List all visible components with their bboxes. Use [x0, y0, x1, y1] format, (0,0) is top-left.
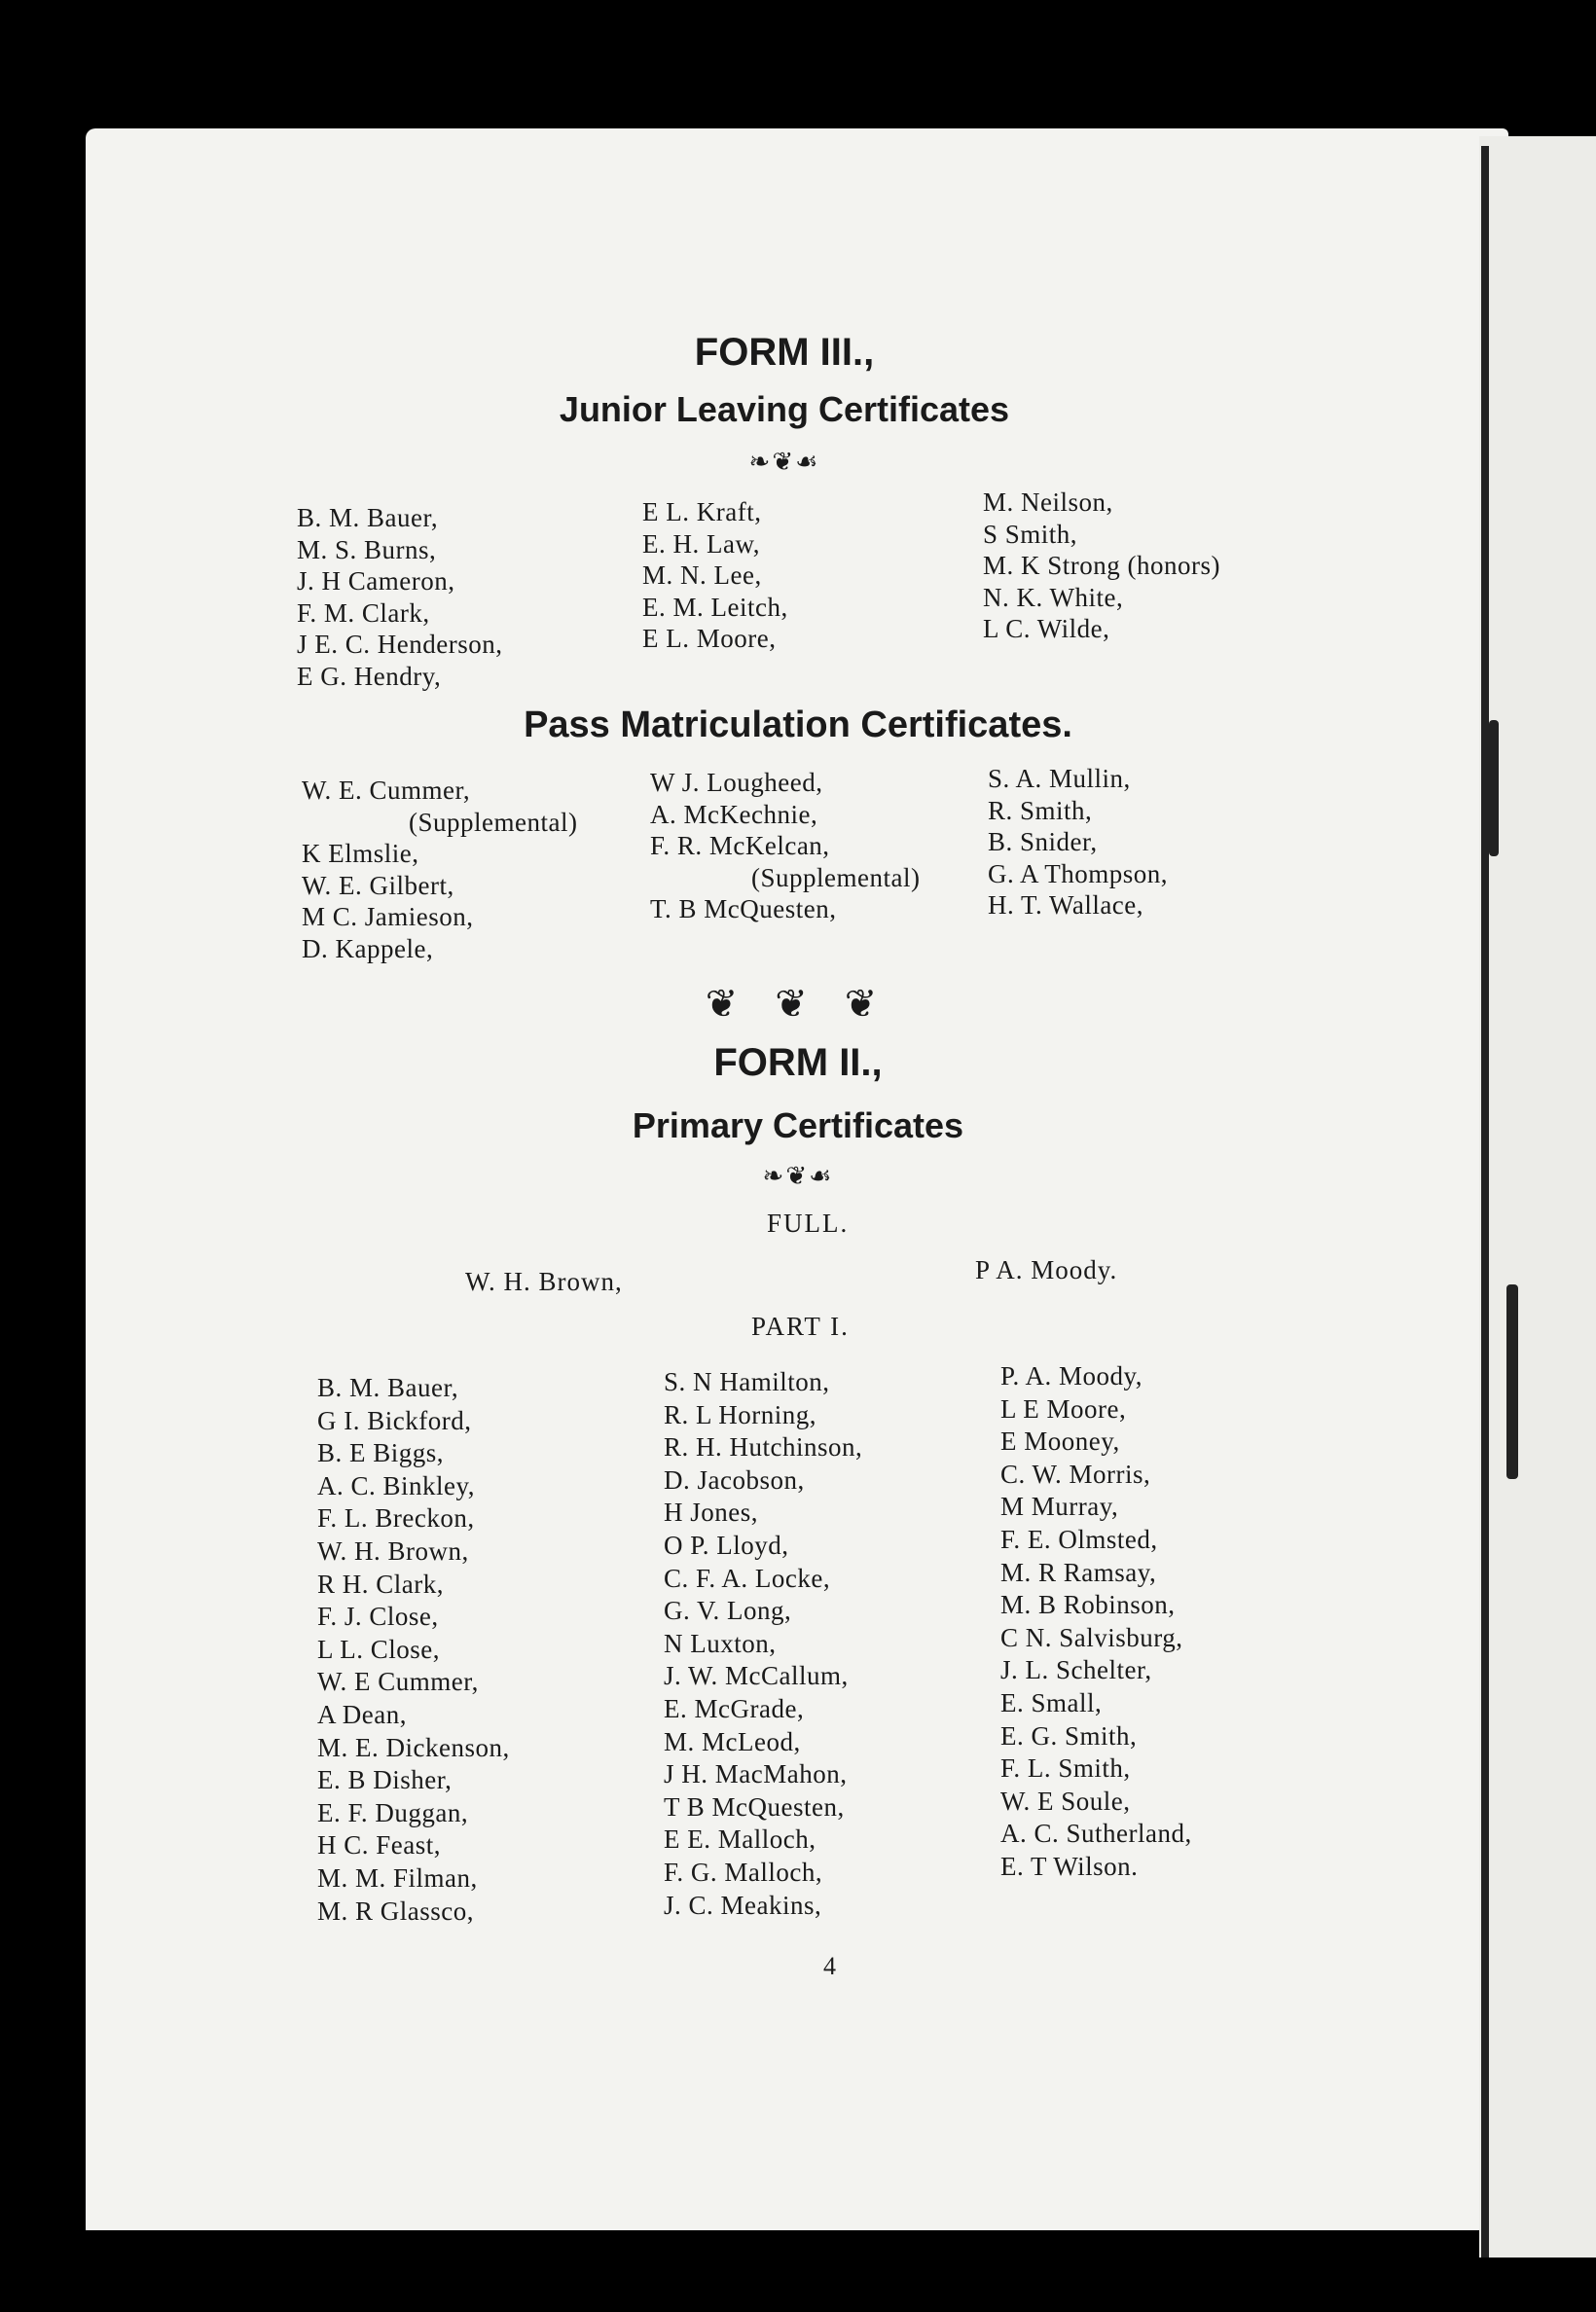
- name-entry: J. L. Schelter,: [1000, 1655, 1152, 1685]
- name-entry: M. N. Lee,: [642, 560, 762, 590]
- name-entry: E. G. Smith,: [1000, 1720, 1138, 1751]
- name-entry: M C. Jamieson,: [302, 902, 474, 931]
- name-entry: R. Smith,: [988, 795, 1093, 825]
- name-entry: E. F. Duggan,: [317, 1797, 469, 1827]
- name-entry: A. C. Binkley,: [317, 1470, 475, 1500]
- name-entry: S. A. Mullin,: [988, 764, 1131, 793]
- name-entry: W. H. Brown,: [317, 1535, 469, 1566]
- name-entry: J E. C. Henderson,: [297, 630, 503, 659]
- form3-title: FORM III.,: [694, 331, 875, 374]
- section-divider-ornament: ❦ ❦ ❦: [705, 982, 891, 1026]
- part1-label: PART I.: [751, 1312, 850, 1341]
- name-entry: F. J. Close,: [317, 1602, 439, 1632]
- name-entry: R H. Clark,: [317, 1569, 444, 1599]
- name-entry: G. A Thompson,: [988, 858, 1169, 888]
- name-entry: F. R. McKelcan,: [650, 831, 830, 860]
- primary-heading: Primary Certificates: [632, 1105, 964, 1145]
- full-label: FULL.: [767, 1209, 850, 1238]
- pass-heading: Pass Matriculation Certificates.: [524, 704, 1072, 745]
- name-entry: M. Neilson,: [983, 488, 1113, 517]
- name-entry: E Mooney,: [1000, 1427, 1120, 1457]
- name-entry: E. M. Leitch,: [642, 592, 788, 622]
- name-entry: W. E. Gilbert,: [302, 870, 454, 900]
- name-entry: M. M. Filman,: [317, 1862, 478, 1893]
- name-entry: H. T. Wallace,: [988, 890, 1144, 920]
- name-entry: E L. Moore,: [642, 624, 777, 653]
- name-entry: T. B McQuesten,: [650, 894, 837, 923]
- name-entry: N. K. White,: [983, 582, 1124, 612]
- name-entry: B. E Biggs,: [317, 1438, 445, 1468]
- name-entry: M. R Glassco,: [317, 1896, 474, 1926]
- name-entry: T B McQuesten,: [664, 1791, 845, 1822]
- name-entry: E. Small,: [1000, 1687, 1103, 1717]
- name-entry: (Supplemental): [751, 862, 921, 892]
- name-entry: W. E Soule,: [1000, 1786, 1131, 1816]
- name-entry: J. C. Meakins,: [664, 1890, 822, 1920]
- name-entry: D. Kappele,: [302, 933, 434, 963]
- name-entry: B. M. Bauer,: [317, 1373, 459, 1402]
- name-entry: (Supplemental): [409, 807, 578, 837]
- name-entry: E. H. Law,: [642, 528, 760, 559]
- part1-column-1: [317, 1372, 510, 1928]
- name-entry: O P. Lloyd,: [664, 1530, 789, 1560]
- name-entry: W J. Lougheed,: [650, 768, 823, 797]
- name-entry: B. M. Bauer,: [297, 503, 439, 532]
- name-entry: M. S. Burns,: [297, 534, 437, 564]
- name-entry: D. Jacobson,: [664, 1464, 805, 1495]
- name-entry: E. McGrade,: [664, 1693, 805, 1723]
- name-entry: K Elmslie,: [302, 839, 419, 868]
- full-left-name: W. H. Brown,: [465, 1267, 623, 1296]
- name-entry: G I. Bickford,: [317, 1405, 472, 1435]
- name-entry: E. T Wilson.: [1000, 1851, 1139, 1881]
- junior-column-2: [642, 496, 788, 655]
- name-entry: H C. Feast,: [317, 1830, 441, 1860]
- name-entry: G. V. Long,: [664, 1596, 792, 1626]
- name-entry: S. N Hamilton,: [664, 1367, 830, 1396]
- name-entry: S Smith,: [983, 519, 1078, 549]
- name-entry: E. B Disher,: [317, 1765, 453, 1795]
- name-entry: J H. MacMahon,: [664, 1759, 848, 1789]
- name-entry: A. McKechnie,: [650, 799, 818, 829]
- junior-column-1: [297, 502, 502, 692]
- part1-column-3: [1000, 1360, 1192, 1884]
- name-entry: C. F. A. Locke,: [664, 1563, 831, 1593]
- name-entry: J. H Cameron,: [297, 566, 455, 596]
- name-entry: R. L Horning,: [664, 1399, 816, 1429]
- name-entry: A. C. Sutherland,: [1000, 1819, 1192, 1849]
- name-entry: E E. Malloch,: [664, 1824, 816, 1855]
- junior-column-3: [983, 487, 1220, 645]
- junior-heading: Junior Leaving Certificates: [559, 389, 1010, 429]
- name-entry: N Luxton,: [664, 1628, 777, 1658]
- name-entry: M. McLeod,: [664, 1726, 801, 1756]
- name-entry: W. E. Cummer,: [302, 776, 471, 805]
- name-entry: J. W. McCallum,: [664, 1661, 849, 1691]
- full-right-name: P A. Moody.: [975, 1255, 1118, 1284]
- ornament: ❧❦☙: [748, 448, 820, 476]
- part1-column-2: [664, 1366, 862, 1922]
- pass-column-1: [302, 775, 577, 964]
- name-entry: C N. Salvisburg,: [1000, 1622, 1183, 1652]
- pass-column-3: [988, 763, 1168, 921]
- name-entry: M. K Strong (honors): [983, 551, 1220, 580]
- page-number: 4: [823, 1952, 838, 1980]
- margin-mark: [1506, 1284, 1518, 1479]
- form2-title: FORM II.,: [713, 1041, 883, 1084]
- name-entry: L C. Wilde,: [983, 614, 1110, 643]
- name-entry: C. W. Morris,: [1000, 1459, 1151, 1489]
- name-entry: F. G. Malloch,: [664, 1857, 823, 1887]
- name-entry: M. E. Dickenson,: [317, 1732, 510, 1762]
- pass-column-2: [650, 767, 920, 925]
- name-entry: F. L. Breckon,: [317, 1503, 475, 1534]
- name-entry: M. B Robinson,: [1000, 1590, 1176, 1620]
- name-entry: R. H. Hutchinson,: [664, 1432, 863, 1463]
- ornament: ❧❦☙: [762, 1162, 834, 1190]
- name-entry: W. E Cummer,: [317, 1667, 479, 1697]
- name-entry: F. M. Clark,: [297, 597, 430, 628]
- name-entry: F. E. Olmsted,: [1000, 1524, 1158, 1554]
- name-entry: P. A. Moody,: [1000, 1361, 1143, 1391]
- name-entry: H Jones,: [664, 1498, 758, 1528]
- name-entry: F. L. Smith,: [1000, 1753, 1131, 1784]
- name-entry: L L. Close,: [317, 1634, 440, 1664]
- name-entry: M. R Ramsay,: [1000, 1557, 1157, 1587]
- name-entry: E L. Kraft,: [642, 497, 762, 526]
- name-entry: E G. Hendry,: [297, 661, 442, 691]
- name-entry: M Murray,: [1000, 1492, 1119, 1522]
- name-entry: B. Snider,: [988, 827, 1098, 856]
- name-entry: A Dean,: [317, 1699, 407, 1729]
- name-entry: L E Moore,: [1000, 1393, 1127, 1424]
